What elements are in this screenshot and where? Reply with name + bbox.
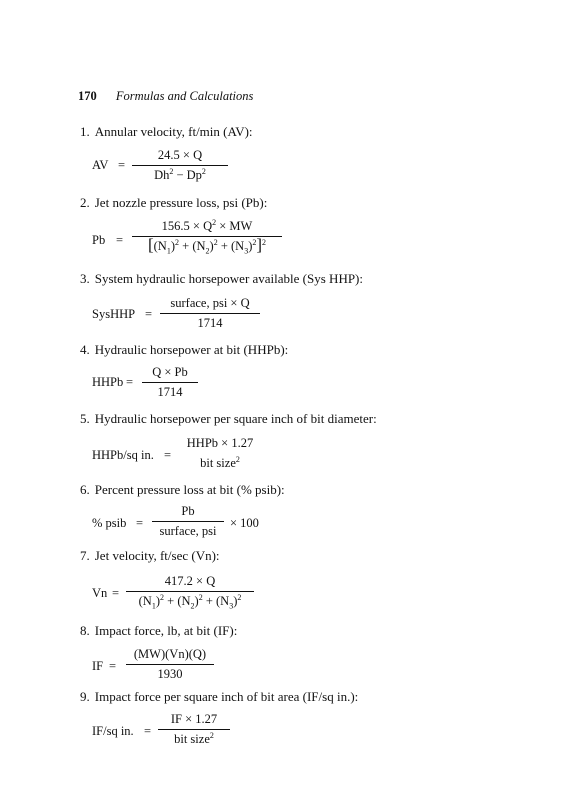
fraction (126, 647, 214, 682)
formula-multiplier: × 100 (230, 516, 259, 530)
item-number: 1. (80, 124, 90, 139)
item-number: 3. (80, 271, 90, 286)
fraction-numerator: (MW)(Vn)(Q) (133, 647, 207, 661)
equals-sign: = (144, 724, 152, 738)
formula-item-5-heading (80, 411, 377, 427)
fraction (158, 712, 230, 747)
formula-item-1-heading (80, 124, 253, 140)
formula-lhs: % psib (92, 516, 127, 530)
equals-sign: = (118, 158, 126, 172)
fraction (142, 365, 198, 400)
fraction (126, 574, 254, 609)
fraction-numerator: Q × Pb (152, 365, 188, 379)
formula-item-2-heading (80, 195, 267, 211)
fraction-numerator: IF × 1.27 (170, 712, 218, 726)
formula-lhs: AV (92, 158, 109, 172)
fraction-denominator: $[(N_1)^2 + (N_2)^2 + (N_3)^2]^2$ (147, 235, 267, 256)
fraction-denominator: $(N_1)^2 + (N_2)^2 + (N_3)^2$ (138, 592, 242, 611)
item-number: 7. (80, 548, 90, 563)
formula-item-7-heading (80, 548, 220, 564)
fraction-denominator: surface, psi (159, 524, 217, 538)
formula-lhs: Pb (92, 233, 106, 247)
item-number: 5. (80, 411, 90, 426)
fraction-numerator: 417.2 × Q (164, 574, 216, 588)
formula-item-3-heading (80, 271, 363, 287)
item-title: Percent pressure loss at bit (% psib): (94, 482, 285, 497)
fraction (152, 504, 224, 539)
fraction-numerator: Pb (181, 504, 195, 518)
fraction-numerator: $156.5 \times Q^2$ × MW (161, 217, 253, 233)
item-title: Hydraulic horsepower per square inch of bit diameter: (94, 411, 377, 426)
running-header (78, 89, 253, 104)
item-number: 6. (80, 482, 90, 497)
fraction-denominator: $Dh^2 - Dp^2$ (154, 166, 206, 182)
formula-lhs: HHPb/sq in. (92, 448, 154, 462)
formula-item-8-heading (80, 623, 237, 639)
item-title: Hydraulic horsepower at bit (HHPb): (94, 342, 289, 357)
fraction (132, 148, 228, 183)
equals-sign: = (145, 307, 153, 321)
formula-lhs: IF/sq in. (92, 724, 134, 738)
fraction-numerator: 24.5 × Q (157, 148, 203, 162)
equals-sign: = (126, 375, 134, 389)
item-title: Impact force, lb, at bit (IF): (94, 623, 238, 638)
formula-lhs: HHPb (92, 375, 124, 389)
equals-sign: = (116, 233, 124, 247)
fraction-denominator: bit size$^2$ (200, 454, 240, 470)
equals-sign: = (136, 516, 144, 530)
fraction-denominator: 1714 (157, 385, 183, 399)
fraction-denominator: 1930 (157, 667, 183, 681)
equals-sign: = (112, 586, 120, 600)
item-title: Annular velocity, ft/min (AV): (94, 124, 253, 139)
formula-item-4-heading (80, 342, 288, 358)
fraction-denominator: bit size$^2$ (174, 730, 214, 746)
fraction-numerator: HHPb × 1.27 (186, 436, 254, 450)
equals-sign: = (164, 448, 172, 462)
fraction-denominator: 1714 (197, 316, 223, 330)
item-title: Impact force per square inch of bit area (IF/sq in.): (94, 689, 359, 704)
running-title: Formulas and Calculations (115, 89, 254, 103)
item-number: 4. (80, 342, 90, 357)
formula-lhs: Vn (92, 586, 108, 600)
item-number: 8. (80, 623, 90, 638)
formula-lhs: SysHHP (92, 307, 136, 321)
page-number: 170 (78, 89, 97, 103)
item-title: Jet velocity, ft/sec (Vn): (94, 548, 220, 563)
item-title: System hydraulic horsepower available (Sys HHP): (94, 271, 364, 286)
formula-item-9-heading (80, 689, 358, 705)
formula-lhs: IF (92, 659, 104, 673)
fraction (160, 296, 260, 331)
fraction (178, 436, 262, 471)
formula-item-6-heading (80, 482, 285, 498)
fraction (132, 219, 282, 254)
fraction-numerator: surface, psi × Q (170, 296, 250, 310)
item-number: 2. (80, 195, 90, 210)
item-title: Jet nozzle pressure loss, psi (Pb): (94, 195, 268, 210)
item-number: 9. (80, 689, 90, 704)
equals-sign: = (109, 659, 117, 673)
